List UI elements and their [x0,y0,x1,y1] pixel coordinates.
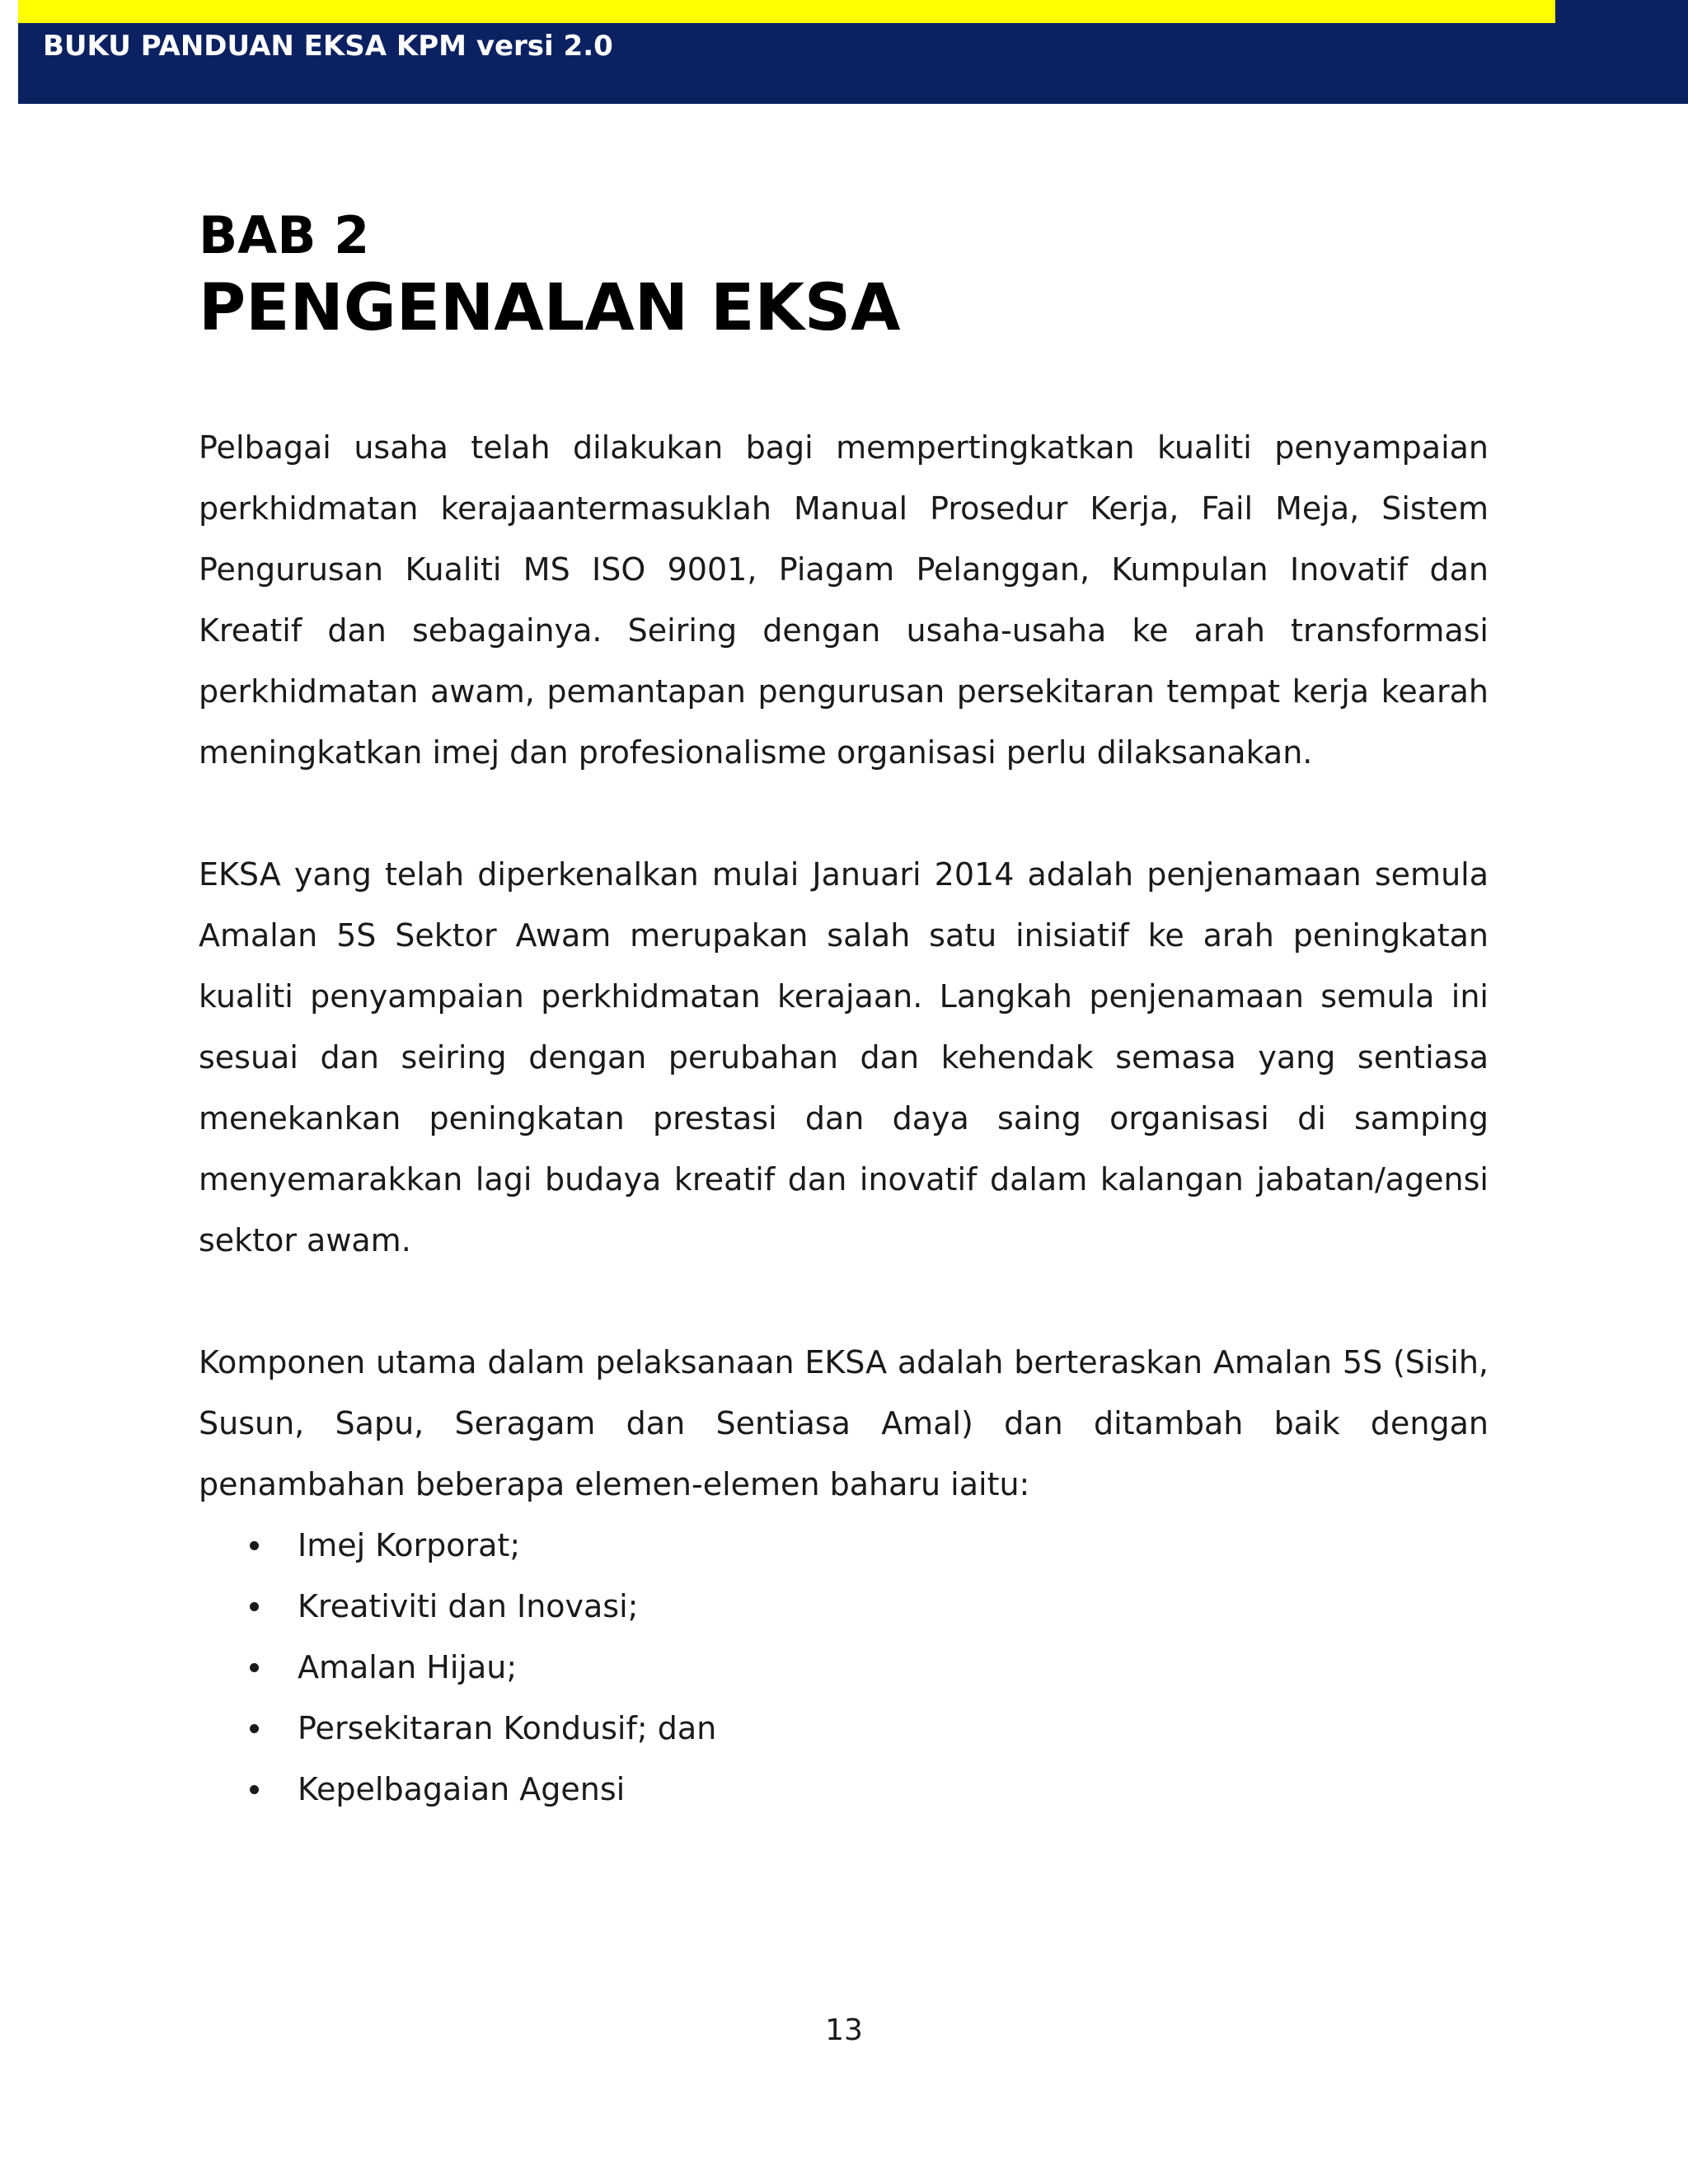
paragraph-components: Komponen utama dalam pelaksanaan EKSA adalah berteraskan Amalan 5S (Sisih, Susun, Sapu, Seragam dan Sentiasa Amal) dan ditambah baik dengan penambahan beberapa elemen-elemen baharu iaitu: [199,1344,1489,1502]
bullet-icon [250,1541,259,1550]
list-item [199,1576,1489,1637]
list-item-text: Persekitaran Kondusif; dan [298,1710,717,1746]
bullet-icon [250,1602,259,1611]
body-content [199,417,1489,1820]
page-number: 13 [825,2013,863,2047]
list-item [199,1759,1489,1820]
document-title: BUKU PANDUAN EKSA KPM versi 2.0 [43,30,613,63]
list-item-text: Kepelbagaian Agensi [298,1771,626,1807]
bullet-icon [250,1724,259,1733]
chapter-title: PENGENALAN EKSA [199,271,901,345]
list-item-text: Amalan Hijau; [298,1649,518,1685]
chapter-number: BAB 2 [199,205,370,265]
bullet-icon [250,1663,259,1672]
header-accent-stripe [18,0,1555,23]
list-item [199,1698,1489,1759]
element-list [199,1515,1489,1820]
bullet-icon [250,1785,259,1794]
list-item [199,1637,1489,1698]
paragraph-intro: Pelbagai usaha telah dilakukan bagi mempertingkatkan kualiti penyampaian perkhidmatan kerajaantermasuklah Manual Prosedur Kerja, Fail Meja, Sistem Pengurusan Kualiti MS ISO 9001, Piagam Pelanggan, Kumpulan Inovatif dan Kreatif dan sebagainya. Seiring dengan usaha-usaha ke arah transformasi perkhidmatan awam, pemantapan pengurusan persekitaran tempat kerja kearah meningkatkan imej dan profesionalisme organisasi perlu dilaksanakan. [199,429,1489,771]
list-item-text: Kreativiti dan Inovasi; [298,1588,639,1624]
list-item [199,1515,1489,1576]
list-item-text: Imej Korporat; [298,1527,521,1563]
paragraph-eksa-background: EKSA yang telah diperkenalkan mulai Januari 2014 adalah penjenamaan semula Amalan 5S Sektor Awam merupakan salah satu inisiatif ke arah peningkatan kualiti penyampaian perkhidmatan kerajaan. Langkah penjenamaan semula ini sesuai dan seiring dengan perubahan dan kehendak semasa yang sentiasa menekankan peningkatan prestasi dan daya saing organisasi di samping menyemarakkan lagi budaya kreatif dan inovatif dalam kalangan jabatan/agensi sektor awam. [199,856,1489,1258]
